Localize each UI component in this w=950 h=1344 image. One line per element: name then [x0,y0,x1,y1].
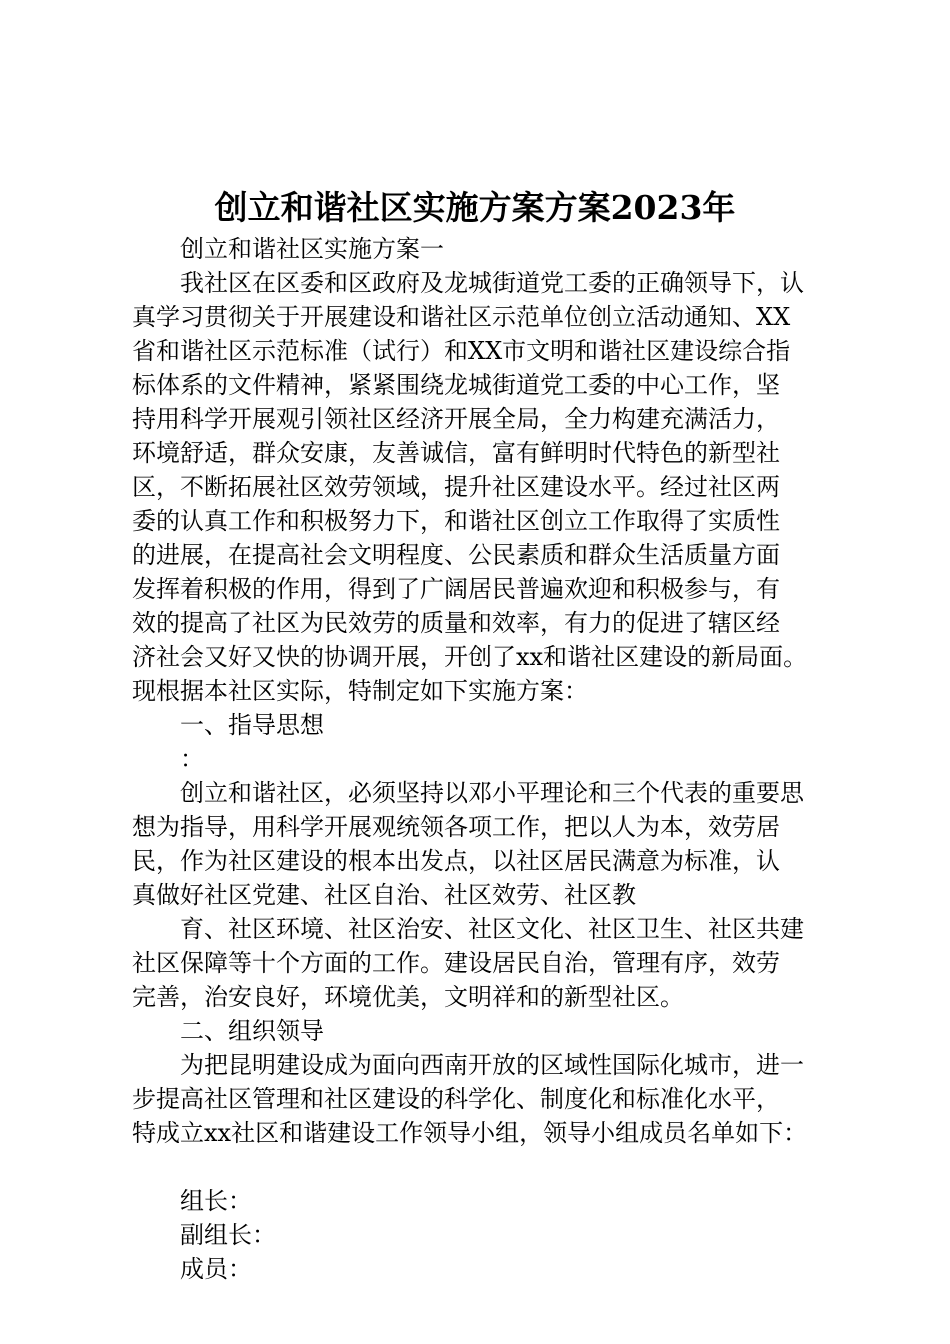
paragraph-line: 济社会又好又快的协调开展，开创了xx和谐社区建设的新局面。 [132,643,808,671]
paragraph-line: 效的提高了社区为民效劳的质量和效率，有力的促进了辖区经 [132,609,780,637]
paragraph-line: 为把昆明建设成为面向西南开放的区域性国际化城市，进一 [180,1051,804,1079]
section-heading: 二、组织领导 [180,1017,324,1045]
section-heading: 一、指导思想 [180,711,324,739]
paragraph-line: 特成立xx社区和谐建设工作领导小组，领导小组成员名单如下： [132,1119,808,1147]
paragraph-line: 持用科学开展观引领社区经济开展全局，全力构建充满活力， [132,405,780,433]
paragraph-line: 发挥着积极的作用，得到了广阔居民普遍欢迎和积极参与，有 [132,575,780,603]
paragraph-line: 现根据本社区实际，特制定如下实施方案： [132,677,588,705]
paragraph-line: 创立和谐社区，必须坚持以邓小平理论和三个代表的重要思 [180,779,804,807]
paragraph-line: 完善，治安良好，环境优美，文明祥和的新型社区。 [132,983,684,1011]
document-body [132,232,852,1286]
paragraph-line: 社区保障等十个方面的工作。建设居民自治，管理有序，效劳 [132,949,780,977]
paragraph-line: 民，作为社区建设的根本出发点，以社区居民满意为标准，认 [132,847,780,875]
document-title: 创立和谐社区实施方案方案2023年 [214,188,736,227]
deputy-leader-label: 副组长： [180,1221,276,1249]
paragraph-line: 省和谐社区示范标准（试行）和XX市文明和谐社区建设综合指 [132,337,791,365]
blank-line [132,1150,852,1184]
paragraph-line: 标体系的文件精神，紧紧围绕龙城街道党工委的中心工作，坚 [132,371,780,399]
paragraph-line: ： [180,745,204,773]
paragraph-line: 区，不断拓展社区效劳领域，提升社区建设水平。经过社区两 [132,473,780,501]
paragraph-line: 真学习贯彻关于开展建设和谐社区示范单位创立活动通知、XX [132,303,791,331]
members-label: 成员： [180,1255,252,1283]
paragraph-line: 委的认真工作和积极努力下，和谐社区创立工作取得了实质性 [132,507,780,535]
leader-label: 组长： [180,1187,252,1215]
paragraph-line: 步提高社区管理和社区建设的科学化、制度化和标准化水平， [132,1085,780,1113]
paragraph-line: 想为指导，用科学开展观统领各项工作，把以人为本，效劳居 [132,813,780,841]
paragraph-line: 育、社区环境、社区治安、社区文化、社区卫生、社区共建 [180,915,804,943]
section-heading: 创立和谐社区实施方案一 [180,235,444,263]
paragraph-line: 我社区在区委和区政府及龙城街道党工委的正确领导下，认 [180,269,804,297]
paragraph-line: 环境舒适，群众安康，友善诚信，富有鲜明时代特色的新型社 [132,439,780,467]
paragraph-line: 真做好社区党建、社区自治、社区效劳、社区教 [132,881,636,909]
paragraph-line: 的进展，在提高社会文明程度、公民素质和群众生活质量方面 [132,541,780,569]
